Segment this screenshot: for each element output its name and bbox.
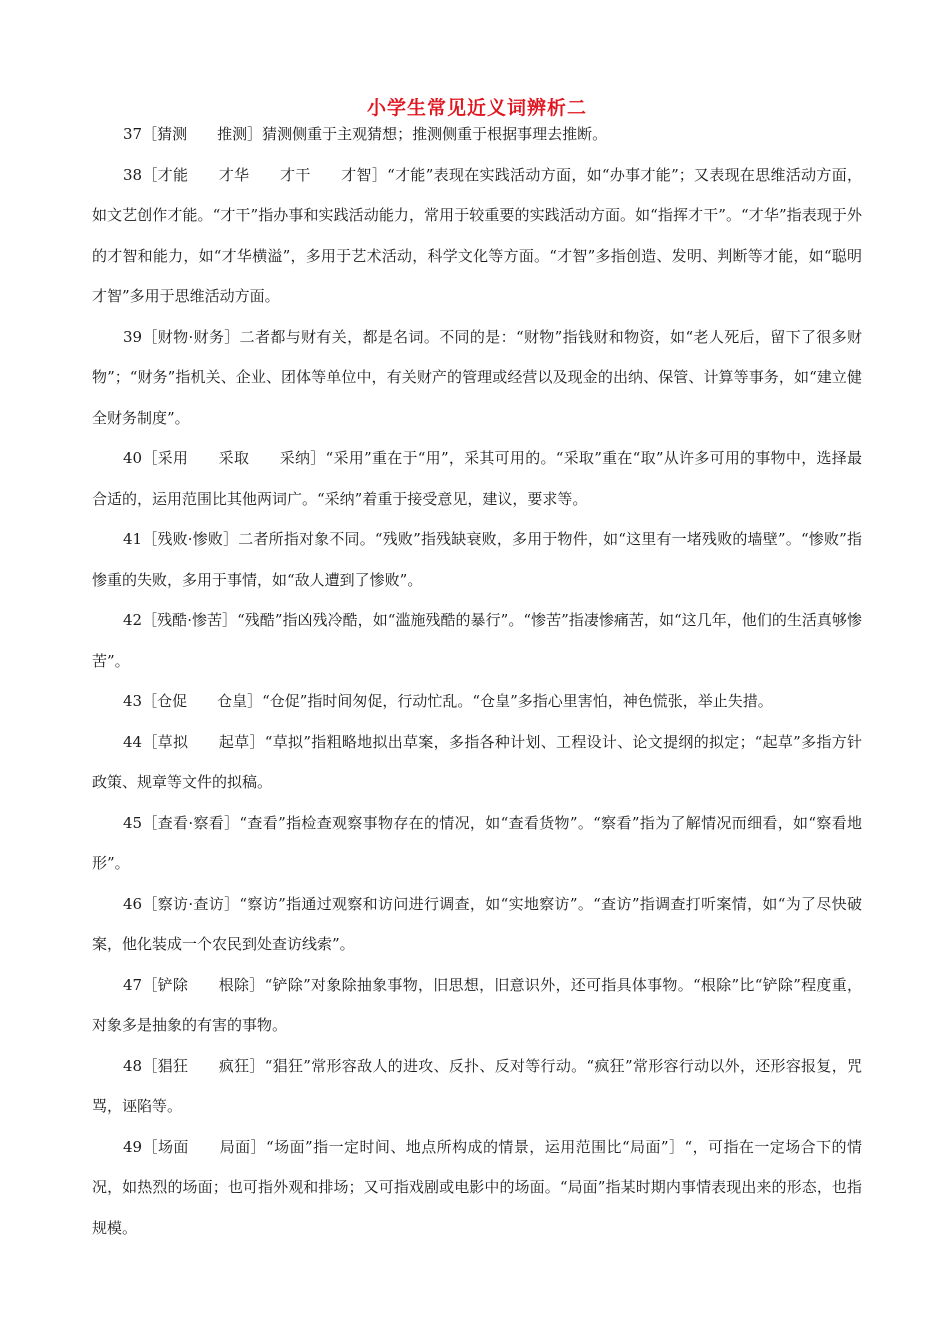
entry-47: 47［铲除 根除］“铲除”对象除抽象事物，旧思想，旧意识外，还可指具体事物。“根除”比“铲除”程度重，对象多是抽象的有害的事物。 <box>92 975 862 1034</box>
entry-43: 43［仓促 仓皇］“仓促”指时间匆促，行动忙乱。“仓皇”多指心里害怕，神色慌张，举止失措。 <box>123 692 773 710</box>
entry-37: 37［猜测 推测］猜测侧重于主观猜想；推测侧重于根据事理去推断。 <box>123 125 608 143</box>
entry-41: 41［残败·惨败］二者所指对象不同。“残败”指残缺衰败，多用于物件，如“这里有一堵残败的墙壁”。“惨败”指惨重的失败，多用于事情，如“敌人遭到了惨败”。 <box>92 530 862 589</box>
entry-38: 38［才能 才华 才干 才智］“才能”表现在实践活动方面，如“办事才能”；又表现在思维活动方面，如文艺创作才能。“才干”指办事和实践活动能力，常用于较重要的实践活动方面。如“指挥才干”。“才华”指表现于外的才智和能力，如“才华横溢”，多用于艺术活动，科学文化等方面。“才智”多指创造、发明、判断等才能，如“聪明才智”多用于思维活动方面。 <box>92 165 862 305</box>
entry-49: 49［场面 局面］“场面”指一定时间、地点所构成的情景，运用范围比“局面”］“，可指在一定场合下的情况，如热烈的场面；也可指外观和排场；又可指戏剧或电影中的场面。“局面”指某时期内事情表现出来的形态，也指规模。 <box>92 1137 862 1237</box>
entry-42: 42［残酷·惨苦］“残酷”指凶残冷酷，如“滥施残酷的暴行”。“惨苦”指凄惨痛苦，如“这几年，他们的生活真够惨苦”。 <box>92 611 862 670</box>
document-title: 小学生常见近义词辨析二 <box>366 97 587 119</box>
entry-45: 45［查看·察看］“查看”指检查观察事物存在的情况，如“查看货物”。“察看”指为了解情况而细看，如“察看地形”。 <box>92 813 862 872</box>
entry-46: 46［察访·查访］“察访”指通过观察和访问进行调查，如“实地察访”。“查访”指调查打听案情，如“为了尽快破案，他化装成一个农民到处查访线索”。 <box>92 894 862 953</box>
document-page <box>92 94 862 1248</box>
entry-48: 48［猖狂 疯狂］“猖狂”常形容敌人的进攻、反扑、反对等行动。“疯狂”常形容行动以外，还形容报复，咒骂，诬陷等。 <box>92 1056 862 1115</box>
entry-40: 40［采用 采取 采纳］“采用”重在于“用”，采其可用的。“采取”重在“取”从许多可用的事物中，选择最合适的，运用范围比其他两词广。“采纳”着重于接受意见，建议，要求等。 <box>92 449 862 508</box>
entry-39: 39［财物·财务］二者都与财有关，都是名词。不同的是：“财物”指钱财和物资，如“老人死后，留下了很多财物”；“财务”指机关、企业、团体等单位中，有关财产的管理或经营以及现金的出纳、保管、计算等事务，如“建立健全财务制度”。 <box>92 327 862 427</box>
entry-44: 44［草拟 起草］“草拟”指粗略地拟出草案，多指各种计划、工程设计、论文提纲的拟定；“起草”多指方针政策、规章等文件的拟稿。 <box>92 732 862 791</box>
